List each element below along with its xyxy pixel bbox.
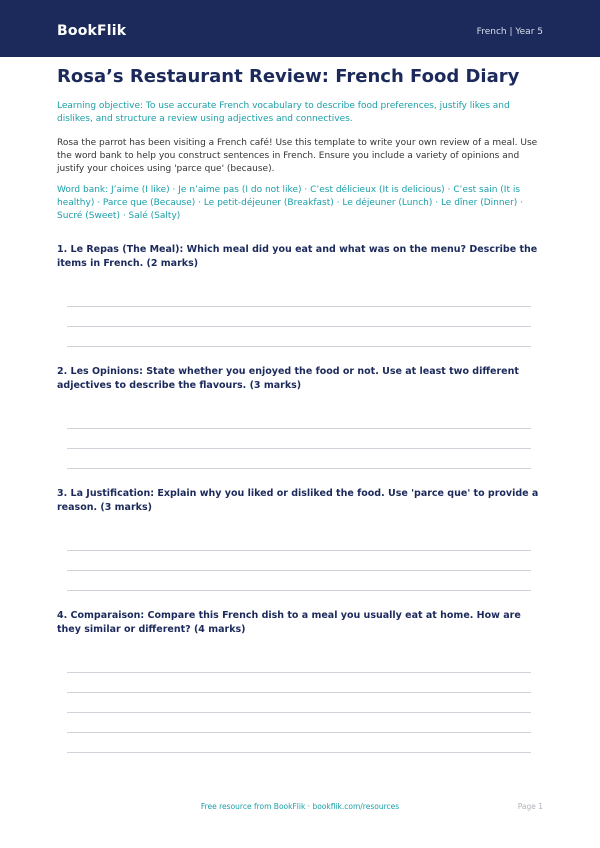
learning-objective: Learning objective: To use accurate French vocabulary to describe food preferences, justify likes and dislikes, and structure a review using adjectives and connectives. (57, 101, 510, 124)
answer-line[interactable] (67, 550, 531, 551)
header-bar (0, 0, 600, 57)
subject-year-label: French | Year 5 (476, 27, 543, 37)
word-bank: Word bank: J’aime (I like) · Je n’aime pas (I do not like) · C’est délicieux (It is delicious) · C’est sain (It is healthy) · Parce que (Because) · Le petit-déjeuner (Breakfast) · Le déjeuner (Lunch) · Le dîner (Dinner) · Sucré (Sweet) · Salé (Salty) (57, 185, 524, 221)
question-1: 1. Le Repas (The Meal): Which meal did you eat and what was on the menu? Describe the items in French. (2 marks) (57, 244, 538, 269)
answer-line[interactable] (67, 590, 531, 591)
answer-line[interactable] (67, 346, 531, 347)
page-number: Page 1 (517, 802, 543, 811)
intro-text: Rosa the parrot has been visiting a French café! Use this template to write your own review of a meal. Use the word bank to help you construct sentences in French. Ensure you include a variety of opinions and justify your choices using 'parce que' (because). (57, 138, 538, 174)
answer-line[interactable] (67, 752, 531, 753)
answer-line[interactable] (67, 732, 531, 733)
page-title: Rosa’s Restaurant Review: French Food Diary (57, 66, 520, 87)
question-4: 4. Comparaison: Compare this French dish to a meal you usually eat at home. How are they similar or different? (4 marks) (57, 610, 521, 635)
answer-line[interactable] (67, 428, 531, 429)
question-3: 3. La Justification: Explain why you liked or disliked the food. Use 'parce que' to provide a reason. (3 marks) (57, 488, 539, 513)
answer-line[interactable] (67, 448, 531, 449)
answer-line[interactable] (67, 570, 531, 571)
question-2: 2. Les Opinions: State whether you enjoyed the food or not. Use at least two different adjectives to describe the flavours. (3 marks) (57, 366, 519, 391)
brand-logo[interactable]: BookFlik (57, 23, 127, 39)
answer-line[interactable] (67, 692, 531, 693)
footer-resource-link[interactable]: Free resource from BookFlik · bookflik.com/resources (200, 802, 400, 811)
answer-line[interactable] (67, 306, 531, 307)
answer-line[interactable] (67, 468, 531, 469)
answer-line[interactable] (67, 672, 531, 673)
answer-line[interactable] (67, 326, 531, 327)
answer-line[interactable] (67, 712, 531, 713)
